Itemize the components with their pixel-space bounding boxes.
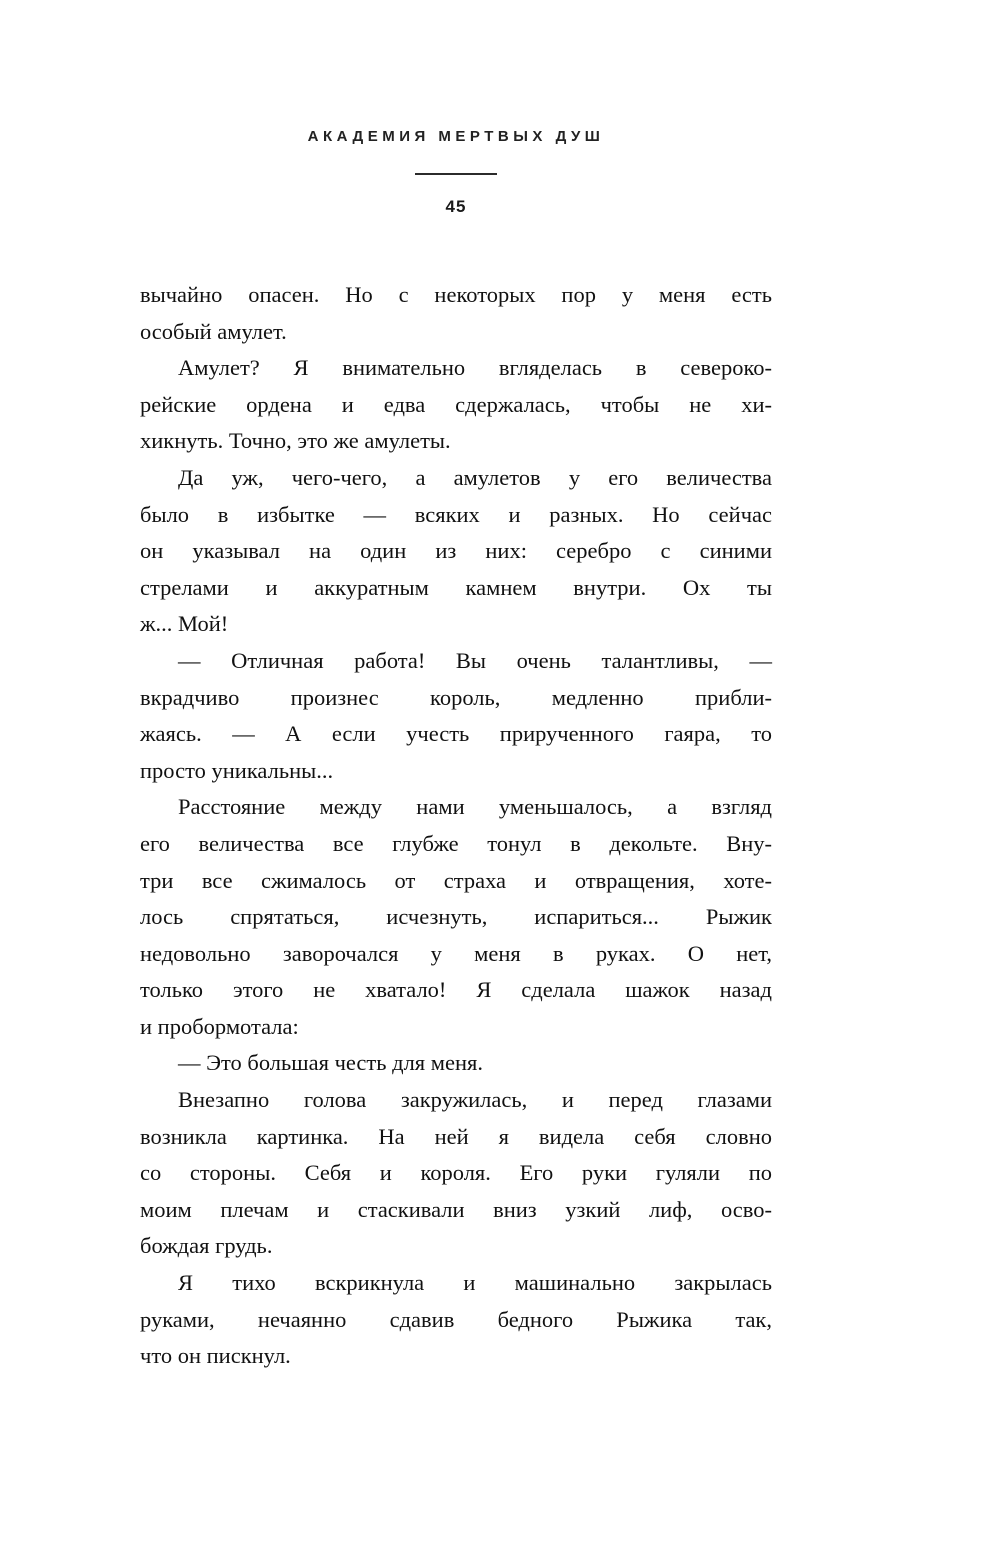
text-line: рейские ордена и едва сдержалась, чтобы не хи- <box>140 391 772 417</box>
text-line: — Отличная работа! Вы очень талантливы, — <box>178 647 772 673</box>
text-line: стрелами и аккуратным камнем внутри. Ох ты <box>140 574 772 600</box>
text-line: особый амулет. <box>140 318 287 344</box>
text-line: со стороны. Себя и короля. Его руки гуляли по <box>140 1160 772 1186</box>
book-title: АКАДЕМИЯ МЕРТВЫХ ДУШ <box>307 128 605 145</box>
paragraph <box>140 1082 772 1265</box>
text-line: ж... Мой! <box>140 611 229 637</box>
paragraph <box>140 1265 772 1375</box>
body-text <box>140 277 772 1375</box>
text-line: бождая грудь. <box>140 1233 273 1259</box>
text-line: возникла картинка. На ней я видела себя словно <box>140 1123 772 1149</box>
text-line: Я тихо вскрикнула и машинально закрылась <box>178 1270 772 1296</box>
paragraph <box>140 350 772 460</box>
text-line: он указывал на один из них: серебро с синими <box>140 538 772 564</box>
text-line: Да уж, чего-чего, а амулетов у его величества <box>178 464 772 490</box>
text-line: Амулет? Я внимательно вгляделась в североко- <box>178 355 772 381</box>
paragraph <box>140 277 772 350</box>
text-line: три все сжималось от страха и отвращения, хоте- <box>140 867 772 893</box>
text-line: было в избытке — всяких и разных. Но сейчас <box>140 501 772 527</box>
text-line: и пробормотала: <box>140 1013 299 1039</box>
text-line: вычайно опасен. Но с некоторых пор у меня есть <box>140 282 772 307</box>
text-line: только этого не хватало! Я сделала шажок назад <box>140 977 772 1003</box>
text-line: — Это большая честь для меня. <box>178 1050 484 1076</box>
text-line: хикнуть. Точно, это же амулеты. <box>140 428 451 454</box>
paragraph <box>140 789 772 1045</box>
header-divider <box>415 173 497 175</box>
book-page <box>140 128 772 1375</box>
text-line: Внезапно голова закружилась, и перед глазами <box>178 1087 772 1113</box>
text-line: лось спрятаться, исчезнуть, испариться... Рыжик <box>140 904 772 930</box>
page-number: 45 <box>445 197 467 216</box>
text-line: вкрадчиво произнес король, медленно прибли- <box>140 684 772 710</box>
text-line: руками, нечаянно сдавив бедного Рыжика так, <box>140 1306 772 1332</box>
text-line: что он пискнул. <box>140 1343 291 1369</box>
page-header <box>140 128 772 217</box>
text-line: Расстояние между нами уменьшалось, а взгляд <box>178 794 772 820</box>
text-line: жаясь. — А если учесть прирученного гаяра, то <box>140 721 772 747</box>
text-line: недовольно заворочался у меня в руках. О нет, <box>140 940 772 966</box>
text-line: его величества все глубже тонул в декольте. Вну- <box>140 830 772 856</box>
text-line: просто уникальны... <box>140 757 334 783</box>
paragraph <box>140 643 772 789</box>
text-line: моим плечам и стаскивали вниз узкий лиф, осво- <box>140 1196 772 1222</box>
paragraph <box>140 1045 772 1082</box>
paragraph <box>140 460 772 643</box>
